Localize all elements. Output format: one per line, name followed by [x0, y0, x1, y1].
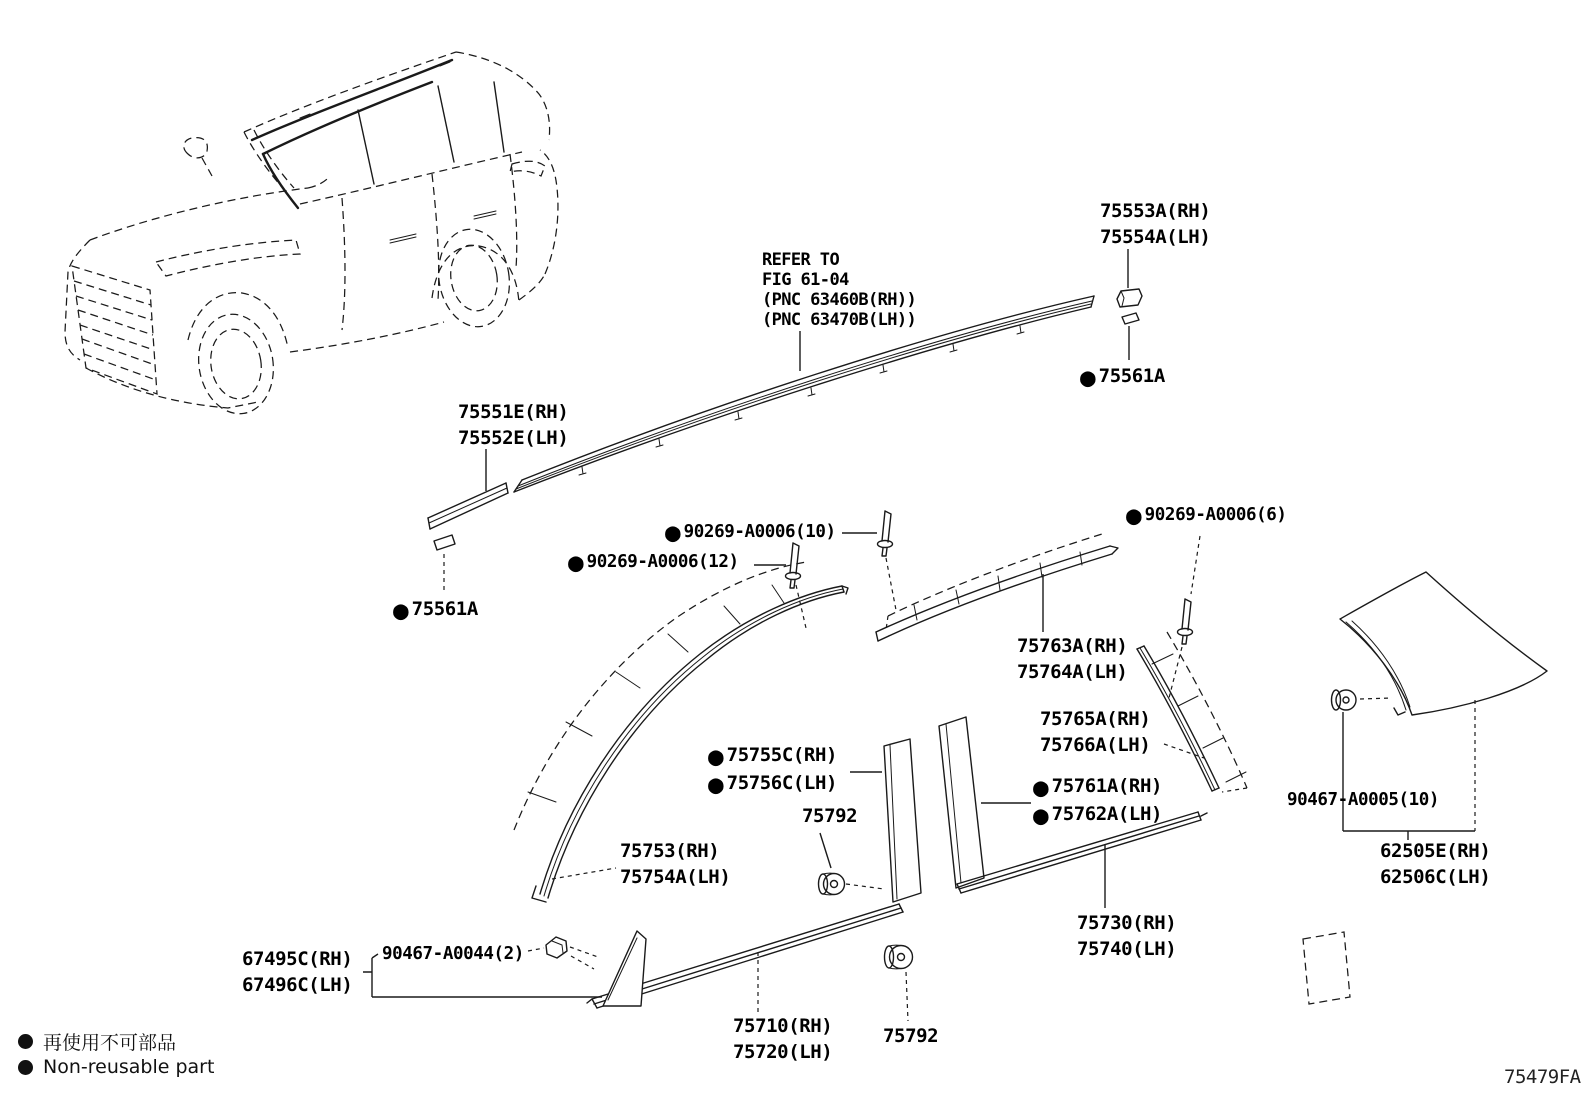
non-reusable-dot-icon	[18, 1034, 33, 1049]
grommet-75792-upper-icon	[819, 873, 845, 895]
quarter-pillar-moulding-drawing	[1137, 632, 1247, 792]
part-90269-a0006-10-label: ● 90269-A0006(10)	[665, 518, 836, 548]
non-reusable-dot-icon: ●	[665, 518, 681, 548]
non-reusable-dot-icon: ●	[1033, 801, 1049, 831]
part-90467-a0005-label: 90467-A0005(10)	[1287, 790, 1440, 810]
part-90269-a0006-6-label: ● 90269-A0006(6)	[1126, 501, 1287, 531]
part-75710-label: 75710(RH) 75720(LH)	[733, 1015, 833, 1063]
figure-code: 75479FA	[1504, 1066, 1581, 1088]
non-reusable-dot-icon: ●	[1033, 773, 1049, 803]
legend-row-en	[10, 1054, 214, 1080]
non-reusable-dot-icon: ●	[708, 770, 724, 800]
non-reusable-dot-icon: ●	[393, 596, 409, 626]
non-reusable-dot-icon: ●	[568, 548, 584, 578]
part-75792-upper-label: 75792	[802, 805, 858, 827]
part-75753-label: 75753(RH) 75754A(LH)	[620, 840, 731, 888]
part-75553a-label: 75553A(RH) 75554A(LH)	[1100, 200, 1211, 248]
front-corner-moulding-drawing	[546, 931, 646, 1006]
legend-text-jp: 再使用不可部品	[43, 1031, 177, 1054]
part-75792-lower-label: 75792	[883, 1025, 939, 1047]
non-reusable-dot-icon	[18, 1060, 33, 1075]
legend-row-jp	[10, 1028, 214, 1054]
part-75761a-label: ● 75761A(RH) ● 75762A(LH)	[1033, 773, 1163, 831]
part-90467-a0044-label: 90467-A0044(2)	[382, 944, 524, 964]
part-62505e-label: 62505E(RH) 62506C(LH)	[1380, 840, 1491, 888]
part-75755c-label: ● 75755C(RH) ● 75756C(LH)	[708, 742, 838, 800]
quarter-window-moulding-drawing	[1332, 572, 1548, 715]
pillar-blade-mouldings-drawing	[884, 717, 984, 902]
part-75551e-label: 75551E(RH) 75552E(LH)	[458, 401, 569, 449]
part-75561a-left-label: ● 75561A	[393, 596, 478, 626]
non-reusable-dot-icon: ●	[1126, 501, 1142, 531]
grommet-75792-lower-icon	[885, 945, 913, 969]
part-90269-a0006-12-label: ● 90269-A0006(12)	[568, 548, 739, 578]
vehicle-illustration	[65, 52, 558, 419]
legend-text-en: Non-reusable part	[43, 1056, 215, 1078]
part-67495c-label: 67495C(RH) 67496C(LH)	[242, 948, 353, 996]
leader-lines	[363, 249, 1475, 1021]
refer-note-label: REFER TO FIG 61-04 (PNC 63460B(RH)) (PNC 63470B(LH))	[762, 250, 917, 330]
non-reusable-dot-icon: ●	[1080, 363, 1096, 393]
legend	[10, 1028, 214, 1080]
dashed-mount-outline	[1303, 932, 1350, 1004]
part-75763a-label: 75763A(RH) 75764A(LH)	[1017, 635, 1128, 683]
part-75730-label: 75730(RH) 75740(LH)	[1077, 912, 1177, 960]
part-75561a-right-label: ● 75561A	[1080, 363, 1165, 393]
non-reusable-dot-icon: ●	[708, 742, 724, 772]
part-75765a-label: 75765A(RH) 75766A(LH)	[1040, 708, 1151, 756]
